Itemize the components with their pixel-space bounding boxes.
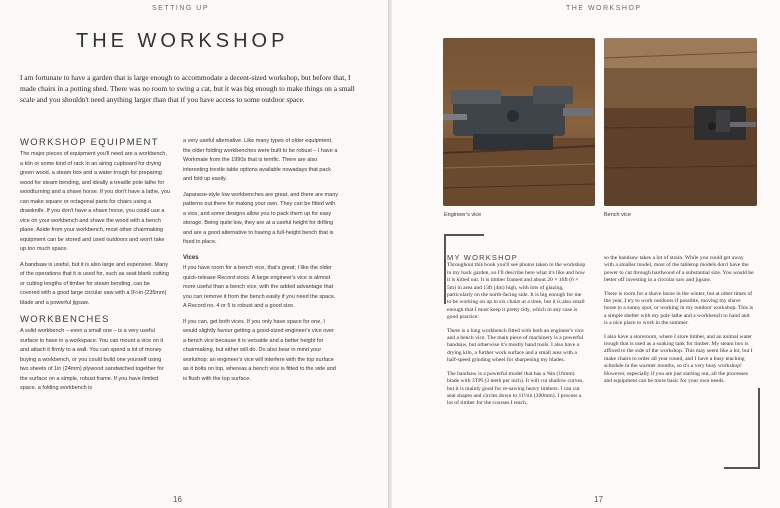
paragraph: Throughout this book you'll see photos taken in the workshop in my back garden, so I'll describe here what it's like and how it is kitted out. It is timber framed and about 20 × 16ft (6 × 5m) in area and 13ft (4m) high, with lots of glazing, particularly on the north-facing side. It is big enough for me to be working on up to six chairs at a time, but it is also small enough that I must keep it pretty tidy, which in any case is good practice.: [447, 262, 586, 321]
left-column-2: [183, 137, 338, 390]
bench-vice-photo: [604, 38, 757, 206]
page-number-left: 16: [173, 495, 182, 504]
paragraph: If you have room for a bench vice, that's great; I like the older quick-release Record vices. A large engineer's vice is almost more useful than a bench vice, with the added advantage that you can remove it from the bench easily if you need the space. A Record no. 4 or 5 is robust and a good size.: [183, 265, 336, 309]
heading-workbenches: WORKBENCHES: [20, 314, 110, 325]
page-number-right: 17: [594, 495, 603, 504]
paragraph: Japanese-style low workbenches are great, and there are many patterns out there for making your own. They can be fitted with a vice, and some designs allow you to pack them up for easy storage. Being quite low, they are at a useful height for drilling and are a good alternative to having a full-height bench that is fixed in place.: [183, 191, 339, 245]
left-column-1: [20, 137, 170, 400]
heading-my-workshop: MY WORKSHOP: [447, 253, 518, 262]
heading-workshop-equipment: WORKSHOP EQUIPMENT: [20, 137, 159, 148]
left-page: [0, 0, 388, 508]
paragraph: The bandsaw is a powerful model that has a ⅝in (16mm) blade with 3TPI (3 teeth per inch). It will cut shallow curves, but it is mainly good for re-sawing heavy timbers. I can cut seat shapes and circles down to 11½in (300mm). I process a lot of timber for the courses I teach,: [447, 370, 584, 407]
paragraph: A bandsaw is useful, but it is also large and expensive. Many of the operations that it is used for, such as seat blank cutting or cutting lengths of timber for steam bending, can be covered with a good large circular saw with a 9½in (235mm) blade and a powerful jigsaw.: [20, 261, 169, 306]
paragraph: The major pieces of equipment you'll need are a workbench, a kiln or some kind of rack in an airing cupboard for drying green wood, a steam box and a water trough for preparing wood for steam bending, and ideally a treadle pole lathe for woodturning and a shave horse. If you don't have a lathe, you can make square or octagonal parts for chairs using a drawknife. If you don't have a shave horse, you could use a vice on your workbench and shave the wood with a bench plane. Aside from your workbench, most other chairmaking equipment can be stored and used outdoors and won't take up too much space.: [20, 151, 170, 252]
paragraph: a very useful alternative. Like many types of older equipment, the older folding workbenches were built to be robust – I have a Workmate from the 1990s that is terrific. There are also interesting trestle table options available nowadays that pack and fold up easily.: [183, 138, 338, 182]
page-title: THE WORKSHOP: [76, 30, 289, 52]
paragraph: If you can, get both vices. If you only have space for one, I would slightly favour getting a good-sized engineer's vice over a bench vice because it is versatile and a better height for chairmaking, but either will do. Do also bear in mind your workshop: an engineer's vice will interfere with the top surface as it bolts on top, whereas a bench vice is fitted to the side and is flush with the top surface.: [183, 318, 336, 382]
engineers-vice-photo: [443, 38, 595, 206]
right-page: [392, 0, 780, 508]
bracket-line: [444, 234, 446, 304]
running-head-right: THE WORKSHOP: [566, 5, 642, 12]
heading-vices: Vices: [183, 254, 199, 261]
running-head-left: SETTING UP: [152, 5, 210, 12]
bracket-line: [724, 467, 760, 469]
right-column-1: [447, 254, 587, 414]
caption-engineers-vice: Engineer's vice: [444, 212, 482, 218]
paragraph: There is room for a shave horse in the winter, but at other times of the year, I try to work outdoors if possible, moving my shave horse to a sunny spot, or working in my outdoor workshop. This is a simple shelter with my pole lathe and a workbench to hand and is a nice place to work in the summer.: [604, 290, 754, 327]
bracket-line: [444, 234, 484, 236]
paragraph: so the bandsaw takes a lot of strain. While you could get away with a smaller model, most of the tabletop models don't have the power to cut through hardwood of a substantial size. You would be better off investing in a circular saw and jigsaw.: [604, 255, 754, 284]
right-column-2: [604, 255, 754, 392]
paragraph: A solid workbench – even a small one – is a very useful surface to have in a workspace. You can mount a vice on it and attach it firmly to a wall. You can spend a lot of money buying a workbench, or you could build one yourself using two sheets of 1in (24mm) plywood sandwiched together for the surface on a simple, robust frame. If you have limited space, a folding workbench is: [20, 328, 164, 391]
paragraph: I also have a storeroom, where I store timber, and an animal water trough that is used as a soaking tank for timber. My steam box is affixed to the side of the workshop. This may seem like a lot, but I make chairs to order all year round, and I have a busy teaching schedule in the warmer months, so it's a very busy workshop! However, especially if you are just starting out, all the processes and equipment can be more basic for your own needs.: [604, 333, 753, 385]
caption-bench-vice: Bench vice: [604, 212, 631, 218]
bracket-line: [758, 388, 760, 468]
paragraph: There is a long workbench fitted with both an engineer's vice and a bench vice. The main piece of machinery is a powerful bandsaw, but otherwise it's mostly hand tools. I also have a drying kiln, a further work surface and a small area with a half-speed grinding wheel for sharpening my blades.: [447, 327, 584, 364]
intro-paragraph: I am fortunate to have a garden that is large enough to accommodate a decent-sized workshop, but before that, I made chairs in a potting shed. There was no room to swing a cat, but it was big enough to make things on a small scale and you shouldn't need anything larger than that if you have access to some outdoor space.: [20, 73, 355, 104]
